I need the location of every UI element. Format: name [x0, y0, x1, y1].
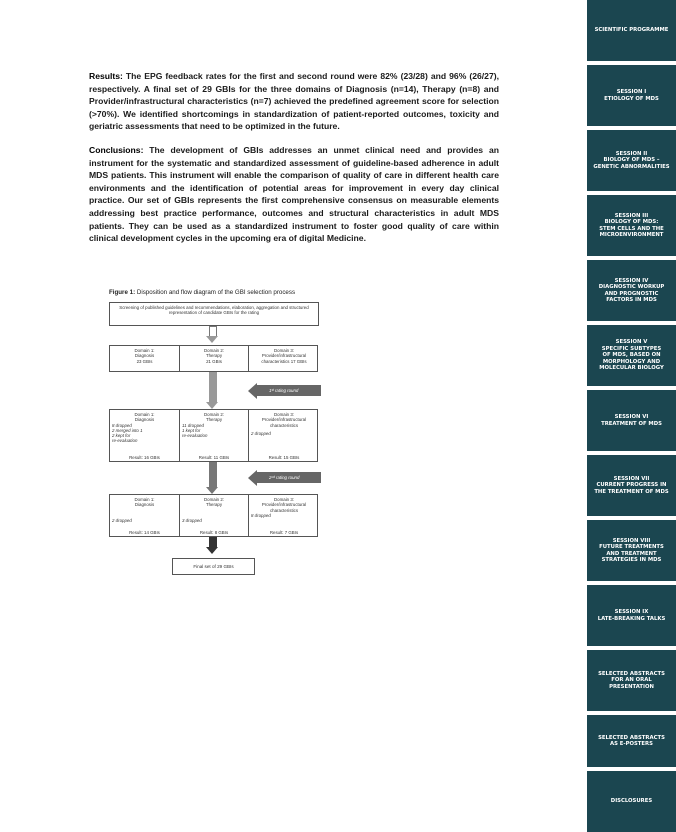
sidebar-item-session-8[interactable]: [587, 520, 676, 581]
domain-label: Domain 1:: [134, 412, 155, 417]
note: re-evaluation: [182, 433, 208, 439]
note: 8 dropped: [112, 422, 132, 428]
down-arrow-icon: [206, 547, 218, 554]
stage1-domain1: [110, 346, 180, 371]
sidebar-item-label: SESSION I ETIOLOGY OF MDS: [604, 89, 659, 102]
stage2-domain3: [249, 410, 319, 461]
sidebar-item-oral-abstracts[interactable]: [587, 650, 676, 711]
rating-round-1-label: 1ˢᵗ rating round: [257, 385, 321, 396]
figure-caption: [109, 289, 295, 296]
down-arrow-icon: [206, 487, 218, 494]
down-arrow-shaft: [209, 372, 217, 402]
domain-label: Domain 1:: [134, 497, 155, 502]
domain-name: Diagnosis: [134, 353, 155, 359]
note: 1 kept for: [182, 427, 201, 433]
stage3-domain3: [249, 495, 319, 536]
sidebar-item-session-1[interactable]: [587, 65, 676, 126]
gbi-count: 23 GBIs: [136, 358, 153, 364]
left-arrow-icon: [248, 383, 257, 399]
result: Result: 8 GBIs: [199, 529, 229, 535]
figure-label: Figure 1:: [109, 289, 136, 296]
down-arrow-shaft: [209, 462, 217, 487]
note: 11 dropped: [182, 422, 204, 428]
domain-name: Therapy: [205, 502, 223, 508]
stage2-domain2: [180, 410, 249, 461]
result: Result: 14 GBIs: [129, 529, 160, 535]
sidebar-item-disclosures[interactable]: [587, 771, 676, 832]
sidebar-item-session-4[interactable]: [587, 260, 676, 321]
stage3-box: [109, 494, 318, 537]
sidebar-item-e-posters[interactable]: [587, 715, 676, 767]
down-arrow-icon: [206, 402, 218, 409]
results-paragraph: [89, 70, 499, 133]
sidebar-item-label: DISCLOSURES: [610, 798, 653, 805]
rating-round-2-arrow: [248, 472, 321, 483]
domain-label: Domain 2:: [203, 412, 224, 417]
down-arrow-shaft: [209, 537, 217, 547]
final-set-text: Final set of 29 GBIs: [193, 564, 234, 569]
sidebar-item-session-7[interactable]: [587, 455, 676, 516]
domain-label: Domain 3:: [273, 497, 294, 502]
conclusions-text: The development of GBIs addresses an unmet clinical need and provides an instrument for the systematic and standardized assessment of guideline-based adherence in adult MDS patients. This instrument will enable the comparison of quality of care in different health care environments and the identification of potential areas for improvement in every day clinical practice. Our set of GBIs represents the first comprehensive consensus on measurable elements addressing best practice performance, outcomes and structural characteristics in adult MDS patients. They can be used as a standardized instrument to foster good quality of care within clinical development cycles in the upcoming era of digital Medicine.: [89, 144, 499, 244]
sidebar-item-label: SELECTED ABSTRACTS AS E-POSTERS: [598, 734, 665, 747]
note: 2 dropped: [251, 430, 271, 436]
stage1-domain3: [249, 346, 319, 371]
conclusions-paragraph: [89, 144, 499, 245]
note: 2 merged into 1: [112, 427, 143, 433]
sidebar-item-label: SCIENTIFIC PROGRAMME: [594, 27, 669, 34]
stage1-domain2: [180, 346, 249, 371]
note: 2 kept for: [112, 433, 131, 439]
sidebar-item-session-2[interactable]: [587, 130, 676, 191]
results-heading: Results:: [89, 71, 123, 81]
results-text: The EPG feedback rates for the first and second round were 82% (23/28) and 96% (26/27), respectively. A final set of 29 GBIs for the three domains of Diagnosis (n=14), Therapy (n=8) and Provider/infrastructural characteristics (n=7) achieved the predefined agreement score for selection (>70%). We identified shortcomings in standardization of patient-reported outcomes, toxicity and geriatric assessments that need to be optimized in the future.: [89, 71, 499, 132]
note: re-evaluation: [112, 438, 138, 444]
note: 3 dropped: [182, 517, 202, 523]
sidebar-item-label: SESSION II BIOLOGY OF MDS – GENETIC ABNORMALITIES: [593, 150, 670, 170]
domain-name: Provider/infrastructural characteristics: [261, 502, 307, 513]
sidebar-item-session-6[interactable]: [587, 390, 676, 451]
left-arrow-icon: [248, 470, 257, 486]
domain-name: Therapy: [205, 353, 223, 359]
sidebar-item-session-9[interactable]: [587, 585, 676, 646]
result: Result: 16 GBIs: [129, 454, 160, 460]
sidebar-item-scientific-programme[interactable]: [587, 0, 676, 61]
final-set-box: [172, 558, 255, 575]
note: 8 dropped: [251, 512, 271, 518]
domain-name: Diagnosis: [134, 417, 155, 423]
domain-name: Therapy: [205, 417, 223, 423]
down-arrow-shaft: [209, 326, 217, 336]
stage1-box: [109, 345, 318, 372]
sidebar-item-label: SESSION IX LATE-BREAKING TALKS: [597, 609, 666, 622]
down-arrow-icon: [206, 336, 218, 343]
result: Result: 11 GBIs: [198, 454, 230, 460]
screening-text: Screening of published guidelines and recommendations, elaboration, aggregation and structured representation of candidate GBIs for the rating: [119, 305, 309, 316]
sidebar-item-session-5[interactable]: [587, 325, 676, 386]
gbi-count: characteristics 17 GBIs: [261, 358, 307, 364]
domain-name: Diagnosis: [134, 502, 155, 508]
figure-caption-text: Disposition and flow diagram of the GBI selection process: [135, 289, 296, 296]
gbi-count: 21 GBIs: [206, 358, 222, 364]
conclusions-heading: Conclusions:: [89, 144, 144, 155]
sidebar-item-label: SELECTED ABSTRACTS FOR AN ORAL PRESENTATION: [598, 670, 665, 690]
domain-name: Provider/infrastructural characteristics: [261, 417, 307, 428]
figure-flow-diagram: [107, 289, 322, 589]
sidebar-item-label: SESSION VII CURRENT PROGRESS IN THE TREATMENT OF MDS: [594, 475, 669, 495]
sidebar-item-label: SESSION VIII FUTURE TREATMENTS AND TREATMENT STRATEGIES IN MDS: [599, 537, 664, 563]
sidebar-item-label: SESSION VI TREATMENT OF MDS: [601, 414, 662, 427]
domain-label: Domain 2:: [203, 497, 224, 502]
domain-name: Provider/infrastructural: [261, 353, 307, 359]
domain-label: Domain 1:: [134, 348, 155, 353]
stage2-box: [109, 409, 318, 462]
abstract-body: [89, 70, 499, 245]
domain-label: Domain 3:: [273, 348, 294, 353]
sidebar-item-label: SESSION III BIOLOGY OF MDS: STEM CELLS AND THE MICROENVIRONMENT: [599, 212, 664, 238]
result: Result: 7 GBIs: [269, 529, 299, 535]
rating-round-2-label: 2ⁿᵈ rating round: [257, 472, 321, 483]
result: Result: 15 GBIs: [268, 454, 300, 460]
domain-label: Domain 3:: [273, 412, 294, 417]
stage2-domain1: [110, 410, 180, 461]
rating-round-1-arrow: [248, 385, 321, 396]
sidebar-nav: [587, 0, 676, 832]
note: 2 dropped: [112, 517, 132, 523]
sidebar-item-label: SESSION IV DIAGNOSTIC WORKUP AND PROGNOSTIC FACTORS IN MDS: [598, 277, 665, 303]
stage3-domain1: [110, 495, 180, 536]
domain-label: Domain 2:: [203, 348, 224, 353]
sidebar-item-session-3[interactable]: [587, 195, 676, 256]
sidebar-item-label: SESSION V SPECIFIC SUBTYPES OF MDS, BASED ON MORPHOLOGY AND MOLECULAR BIOLOGY: [599, 339, 664, 372]
screening-box: [109, 302, 319, 326]
stage3-domain2: [180, 495, 249, 536]
